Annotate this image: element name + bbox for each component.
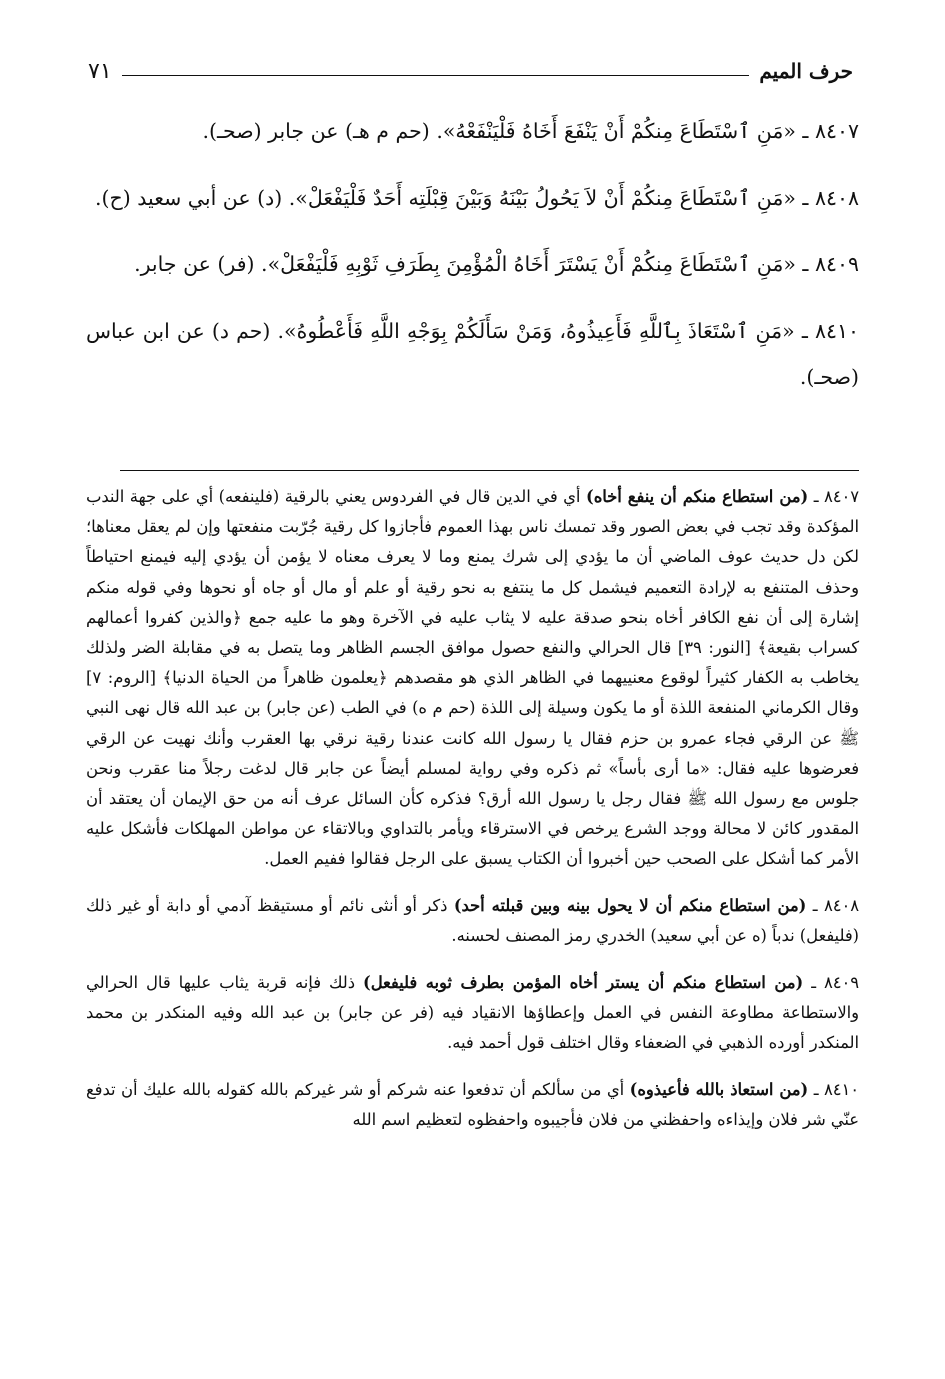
hadith-entry xyxy=(86,241,859,287)
commentary-text: ذلك فإنه قربة يثاب عليها قال الحرالي والاستطاعة مطاوعة النفس في العمل وإعطاؤها الانقياد فيه (فر عن جابر) بن عبد الله وفيه المنكدر بن محمد المنكدر أورده الذهبي في الضعفاء وقال اختلف قول أحمد فيه. xyxy=(86,972,859,1053)
commentary-number: ٨٤٠٧ ـ xyxy=(813,487,859,506)
commentary-number: ٨٤٠٩ ـ xyxy=(811,972,859,992)
commentary-text: أي في الدين قال في الفردوس يعني بالرقية (فلينفعه) أي على جهة الندب المؤكدة وقد تجب في بعض الصور وقد تمسك ناس بهذا العموم فأجازوا كل رقية جُرّبت منفعتها وإن لم يعقل معناها؛ لكن دل حديث عوف الماضي أن ما يؤدي إلى شرك يمنع وما لا يعرف معناه لا يؤمن أن يؤدي إليه فيمنع احتياطاً وحذف المتنفع به لإرادة التعميم فيشمل كل ما ينتفع به نحو رقية أو علم أو مال أو جاه أو نحوها وفي قوله منكم إشارة إلى أن نفع الكافر أخاه بنحو صدقة عليه لا يثاب عليه في الآخرة وهو ما عليه جمع ﴿والذين كفروا أعمالهم كسراب بقيعة﴾ [النور: ٣٩] قال الحرالي والنفع حصول موافق الجسم الظاهر وما يتصل به في مقابلة الضر ولذلك يخاطب به الكفار كثيراً لوقوع معنييهما في الظاهر الذي هو مقصدهم ﴿يعلمون ظاهراً من الحياة الدنيا﴾ [الروم: ٧] وقال الكرماني المنفعة اللذة أو ما يكون وسيلة إلى اللذة (حم م ه) في الطب (عن جابر) بن عبد الله قال نهى النبي ﷺ عن الرقي فجاء عمرو بن حزم فقال يا رسول الله كانت عندنا رقية نرقي بها العقرب وأنك نهيت عن الرقي فعرضوها عليه فقال: «ما أرى بأساً» ثم ذكره وفي رواية لمسلم أيضاً عن جابر قال لدغت رجلاً منا عقرب ونحن جلوس مع رسول الله ﷺ فقال رجل يا رسول الله أرق؟ فذكره كأن السائل عرف أنه من حق الإيمان أن يعتقد أن المقدور كائن لا محالة ووجد الشرع يرخص في الاسترقاء ويأمر بالتداوي وبالاتقاء عن مواطن المهلكات فأشكل عليه الأمر كما أشكل على الصحب حين أخبروا أن الكتاب يسبق على الرجل فقالوا ففيم العمل. xyxy=(86,487,859,869)
header-rule xyxy=(122,75,750,76)
commentary-text: ذكر أو أنثى نائم أو مستيقظ آدمي أو دابة أو غير ذلك (فليفعل) ندباً (ه عن أبي سعيد) الخدري رمز المصنف لحسنه. xyxy=(86,895,859,946)
hadith-entry xyxy=(86,175,859,221)
hadith-text: «مَنِ ٱسْتَطَاعَ مِنكُمْ أَنْ يَنْفَعَ أَخَاهُ فَلْيَنْفَعْهُ». (حم م هـ) عن جابر (صحـ). xyxy=(202,119,796,143)
hadith-entry xyxy=(86,308,859,400)
hadith-list xyxy=(86,108,859,410)
page-number: ٧١ xyxy=(88,58,112,84)
commentary-lemma: (من استعاذ بالله فأعيذوه) xyxy=(629,1079,809,1099)
hadith-entry xyxy=(86,108,859,154)
commentary-entry xyxy=(86,968,859,1059)
chapter-title: حرف الميم xyxy=(759,59,853,83)
hadith-number: ٨٤٠٨ ـ xyxy=(802,185,859,210)
hadith-number: ٨٤٠٩ ـ xyxy=(802,252,859,276)
commentary-section xyxy=(86,482,859,1143)
commentary-lemma: (من استطاع منكم أن ينفع أخاه) xyxy=(585,487,809,506)
hadith-text: «مَنِ ٱسْتَطَاعَ مِنكُمْ أَنْ لاَ يَحُولُ بَيْنَهُ وَبَيْنَ قِبْلَتِه أَحَدٌ فَلْيَفْعَلْ». (د) عن أبي سعيد (ح). xyxy=(94,185,796,210)
hadith-number: ٨٤٠٧ ـ xyxy=(802,119,859,143)
hadith-text: «مَنِ ٱسْتَطَاعَ مِنكُمْ أَنْ يَسْتَرَ أَخَاهُ الْمُؤْمِنَ بِطَرَفِ ثَوْبِهِ فَلْيَفْعَلْ». (فر) عن جابر. xyxy=(134,252,796,276)
commentary-entry xyxy=(86,482,859,875)
commentary-number: ٨٤١٠ ـ xyxy=(813,1079,859,1099)
commentary-entry xyxy=(86,891,859,951)
page-header xyxy=(88,54,853,88)
commentary-text: أي من سألكم أن تدفعوا عنه شركم أو شر غيركم بالله كقوله بالله عليك أن تدفع عنّي شر فلان وإيذاءه واحفظني من فلان فأجيبوه واحفظوه لتعظيم اسم الله xyxy=(86,1079,859,1129)
commentary-lemma: (من استطاع منكم أن يستر أخاه المؤمن بطرف ثوبه فليفعل) xyxy=(362,972,804,992)
commentary-lemma: (من استطاع منكم أن لا يحول بينه وبين قبلته أحد) xyxy=(453,895,807,915)
commentary-number: ٨٤٠٨ ـ xyxy=(812,895,859,915)
commentary-entry xyxy=(86,1075,859,1135)
section-divider xyxy=(120,470,859,471)
hadith-text: «مَنِ ٱسْتَعَاذَ بِٱللَّهِ فَأَعِيذُوهُ، وَمَنْ سَأَلَكُمْ بِوَجْهِ اللَّهِ فَأَعْطُوهُ». (حم د) عن ابن عباس (صحـ). xyxy=(86,318,859,389)
hadith-number: ٨٤١٠ ـ xyxy=(801,318,859,343)
